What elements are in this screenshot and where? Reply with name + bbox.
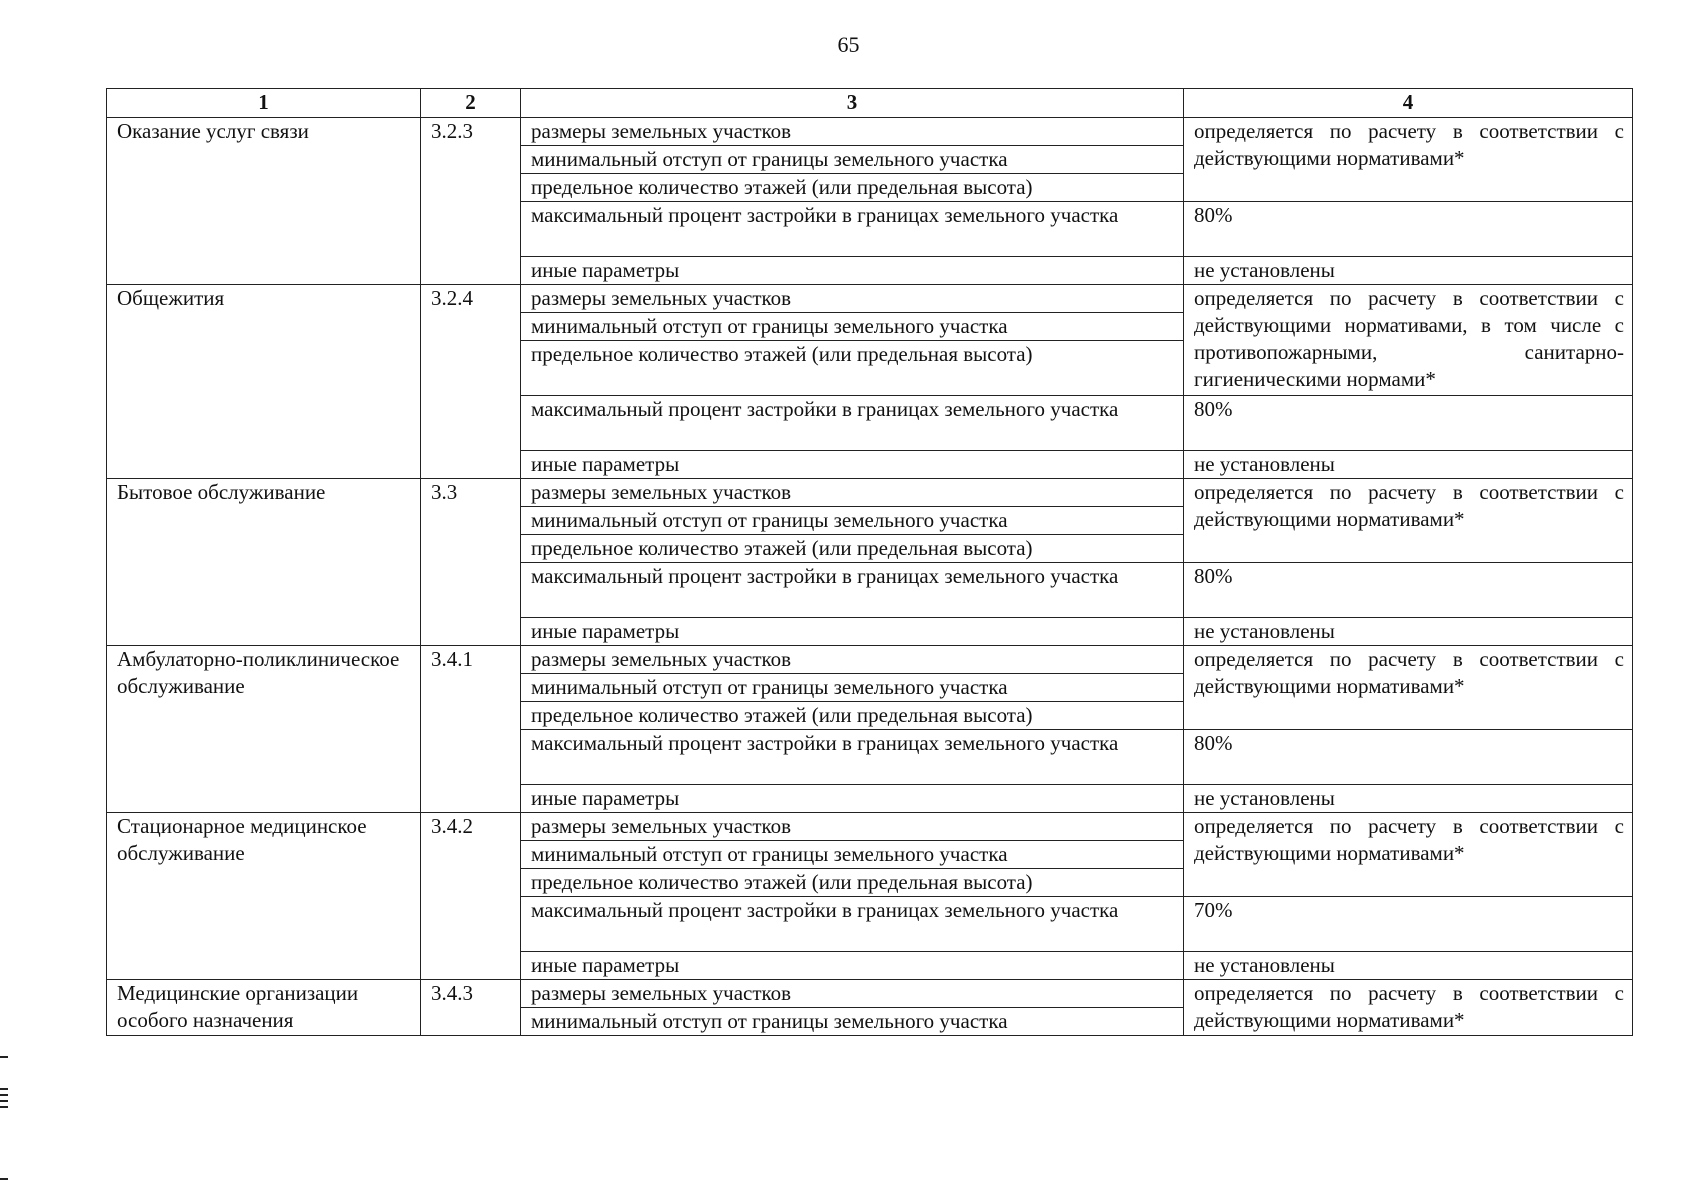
column-header: 1 bbox=[107, 89, 421, 118]
parameter-name: максимальный процент застройки в границах земельного участка bbox=[521, 730, 1184, 785]
parameter-value: определяется по расчету в соответствии с действующими нормативами, в том числе с противопожарными, санитарно-гигиеническими нормами* bbox=[1184, 285, 1633, 396]
table-row bbox=[107, 118, 1633, 146]
table-row bbox=[107, 646, 1633, 674]
parameter-name: максимальный процент застройки в границах земельного участка bbox=[521, 396, 1184, 451]
parameter-name: минимальный отступ от границы земельного участка bbox=[521, 841, 1184, 869]
parameter-value: определяется по расчету в соответствии с действующими нормативами* bbox=[1184, 479, 1633, 563]
parameter-name: максимальный процент застройки в границах земельного участка bbox=[521, 202, 1184, 257]
land-use-code: 3.2.3 bbox=[421, 118, 521, 285]
column-header: 3 bbox=[521, 89, 1184, 118]
parameter-name: предельное количество этажей (или предельная высота) bbox=[521, 174, 1184, 202]
table-row bbox=[107, 479, 1633, 507]
land-use-name: Оказание услуг связи bbox=[107, 118, 421, 285]
parameter-value: 80% bbox=[1184, 396, 1633, 451]
land-use-code: 3.2.4 bbox=[421, 285, 521, 479]
parameter-value: определяется по расчету в соответствии с действующими нормативами* bbox=[1184, 980, 1633, 1036]
parameter-value: определяется по расчету в соответствии с действующими нормативами* bbox=[1184, 118, 1633, 202]
scan-margin-marks bbox=[0, 1050, 10, 1190]
land-use-code: 3.3 bbox=[421, 479, 521, 646]
parameter-name: максимальный процент застройки в границах земельного участка bbox=[521, 897, 1184, 952]
table-row bbox=[107, 285, 1633, 313]
parameter-name: предельное количество этажей (или предельная высота) bbox=[521, 535, 1184, 563]
parameter-value: не установлены bbox=[1184, 451, 1633, 479]
parameter-value: не установлены bbox=[1184, 618, 1633, 646]
land-use-name: Бытовое обслуживание bbox=[107, 479, 421, 646]
parameter-value: не установлены bbox=[1184, 785, 1633, 813]
parameter-name: максимальный процент застройки в границах земельного участка bbox=[521, 563, 1184, 618]
parameter-name: минимальный отступ от границы земельного участка bbox=[521, 507, 1184, 535]
land-use-name: Амбулаторно-поликлиническое обслуживание bbox=[107, 646, 421, 813]
scan-mark bbox=[0, 1056, 8, 1058]
parameter-value: определяется по расчету в соответствии с действующими нормативами* bbox=[1184, 646, 1633, 730]
parameter-name: иные параметры bbox=[521, 257, 1184, 285]
parameter-value: 80% bbox=[1184, 202, 1633, 257]
scan-mark bbox=[0, 1100, 8, 1102]
page-number: 65 bbox=[837, 32, 860, 57]
column-header: 4 bbox=[1184, 89, 1633, 118]
land-use-code: 3.4.2 bbox=[421, 813, 521, 980]
parameter-name: иные параметры bbox=[521, 952, 1184, 980]
parameter-name: иные параметры bbox=[521, 618, 1184, 646]
header-row bbox=[107, 89, 1633, 118]
scan-mark bbox=[0, 1106, 8, 1108]
parameter-name: размеры земельных участков bbox=[521, 646, 1184, 674]
parameter-name: размеры земельных участков bbox=[521, 118, 1184, 146]
parameter-name: иные параметры bbox=[521, 451, 1184, 479]
parameter-value: не установлены bbox=[1184, 952, 1633, 980]
parameter-name: минимальный отступ от границы земельного участка bbox=[521, 146, 1184, 174]
column-header: 2 bbox=[421, 89, 521, 118]
parameter-name: минимальный отступ от границы земельного участка bbox=[521, 313, 1184, 341]
parameter-value: 80% bbox=[1184, 563, 1633, 618]
table-row bbox=[107, 980, 1633, 1008]
scan-mark bbox=[0, 1178, 8, 1180]
scan-mark bbox=[0, 1088, 8, 1090]
land-use-parameters-table bbox=[106, 88, 1633, 1036]
land-use-name: Стационарное медицинское обслуживание bbox=[107, 813, 421, 980]
land-use-name: Общежития bbox=[107, 285, 421, 479]
parameter-name: иные параметры bbox=[521, 785, 1184, 813]
parameter-value: 70% bbox=[1184, 897, 1633, 952]
parameter-name: предельное количество этажей (или предельная высота) bbox=[521, 341, 1184, 396]
parameter-name: размеры земельных участков bbox=[521, 285, 1184, 313]
parameter-value: не установлены bbox=[1184, 257, 1633, 285]
land-use-name: Медицинские организации особого назначения bbox=[107, 980, 421, 1036]
land-use-code: 3.4.1 bbox=[421, 646, 521, 813]
parameter-name: предельное количество этажей (или предельная высота) bbox=[521, 869, 1184, 897]
parameter-name: предельное количество этажей (или предельная высота) bbox=[521, 702, 1184, 730]
parameter-value: 80% bbox=[1184, 730, 1633, 785]
parameter-name: размеры земельных участков bbox=[521, 479, 1184, 507]
parameter-name: размеры земельных участков bbox=[521, 813, 1184, 841]
scan-mark bbox=[0, 1094, 8, 1096]
parameter-name: минимальный отступ от границы земельного участка bbox=[521, 674, 1184, 702]
table-row bbox=[107, 813, 1633, 841]
parameter-name: минимальный отступ от границы земельного участка bbox=[521, 1008, 1184, 1036]
parameter-name: размеры земельных участков bbox=[521, 980, 1184, 1008]
land-use-code: 3.4.3 bbox=[421, 980, 521, 1036]
parameter-value: определяется по расчету в соответствии с действующими нормативами* bbox=[1184, 813, 1633, 897]
